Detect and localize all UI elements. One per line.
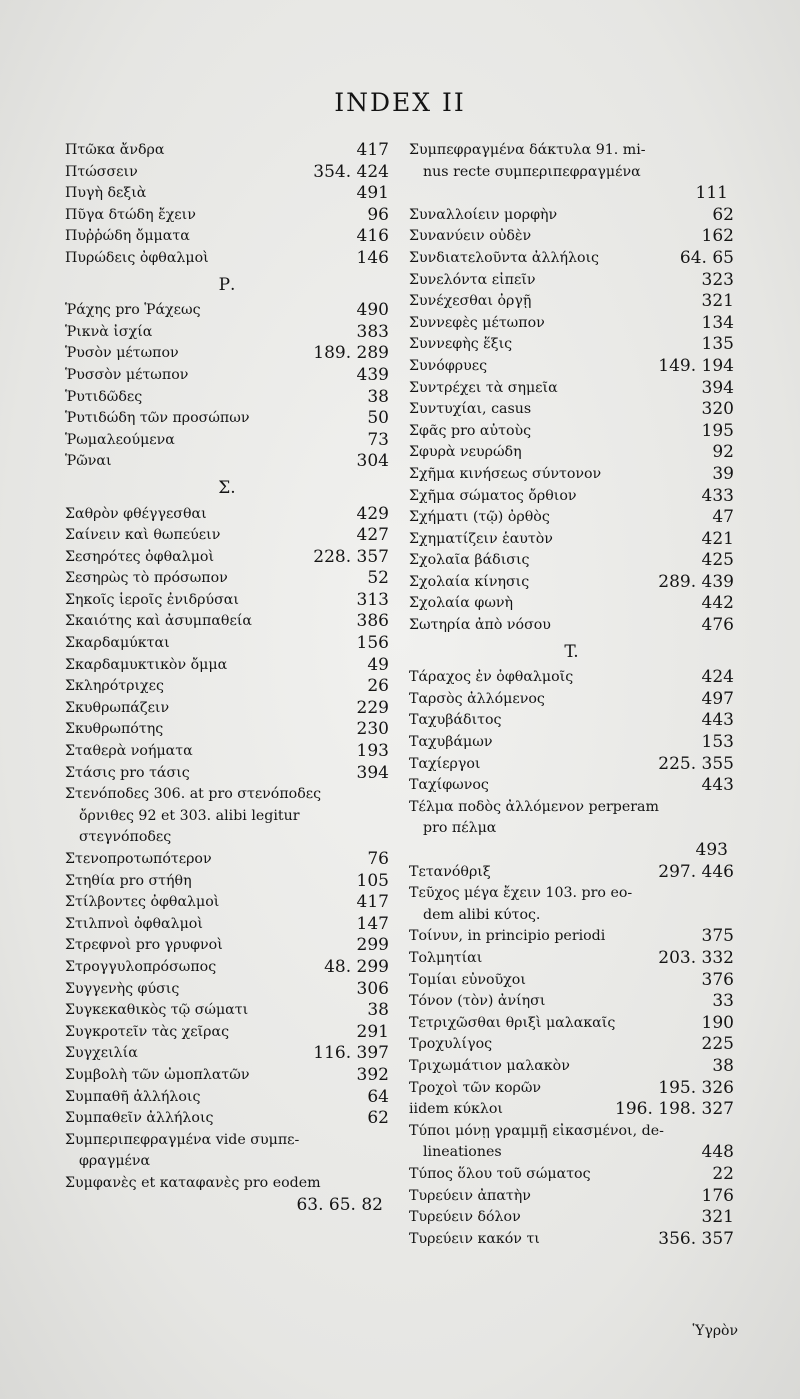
entry-term: Σκυθρωπάζειν [65, 699, 170, 716]
index-entry [65, 525, 389, 547]
entry-term: Τυρεύειν ἀπατὴν [409, 1187, 531, 1204]
index-entry [409, 572, 734, 594]
entry-pages: 417 [356, 892, 389, 913]
entry-pages: 427 [356, 525, 389, 546]
entry-pages: 134 [701, 312, 734, 333]
entry-pages: 228. 357 [313, 546, 389, 567]
index-entry [65, 547, 389, 569]
entry-term: Σηκοῖς ἱεροῖς ἐνιδρύσαι [65, 591, 239, 608]
entry-term: Τέλμα ποδὸς ἀλλόμενον perperam [409, 798, 659, 815]
index-entry [65, 140, 389, 162]
entry-term: Συννεφὴς ἕξις [409, 336, 513, 353]
entry-term: Ταρσὸς ἀλλόμενος [409, 690, 545, 707]
index-entry [409, 710, 734, 732]
entry-pages: 22 [712, 1163, 734, 1184]
index-entry [65, 1022, 389, 1044]
index-entry [65, 1130, 389, 1173]
entry-pages: 195 [701, 420, 734, 441]
entry-pages: 417 [356, 140, 389, 160]
entry-pages: 64 [367, 1086, 389, 1107]
index-entry [65, 365, 389, 387]
index-entry [65, 248, 389, 270]
entry-pages: 354. 424 [313, 161, 389, 182]
index-entry [409, 1013, 734, 1035]
entry-term: Στίλβοντες ὀφθαλμοὶ [65, 894, 220, 911]
entry-term: Συνελόντα εἰπεῖν [409, 271, 536, 288]
index-entry [65, 655, 389, 677]
entry-term: Σαίνειν καὶ θωπεύειν [65, 527, 221, 544]
entry-term: Σκαρδαμύκται [65, 635, 170, 652]
index-entry [409, 593, 734, 615]
index-entry [65, 849, 389, 871]
entry-pages: 383 [356, 321, 389, 342]
entry-term: Στάσις pro τάσις [65, 764, 190, 781]
letter-heading: Σ. [218, 477, 236, 498]
entry-term: Σχολαία κίνησις [409, 573, 530, 590]
entry-pages: 225. 355 [658, 753, 734, 774]
entry-pages: 189. 289 [313, 343, 389, 364]
entry-pages: 96 [367, 204, 389, 225]
entry-term: Ταχίφωνος [409, 777, 489, 794]
entry-term: Συγκροτεῖν τὰς χεῖρας [65, 1023, 230, 1040]
entry-term: Στρεφνοὶ pro γρυφνοὶ [65, 937, 223, 954]
entry-pages: 306 [356, 978, 389, 999]
entry-term: Σεσηρὼς τὸ πρόσωπον [65, 570, 228, 587]
entry-pages: 323 [701, 269, 734, 290]
index-entry [65, 590, 389, 612]
entry-pages: 196. 198. 327 [615, 1099, 734, 1120]
index-entry [409, 615, 734, 637]
entry-term: Τετανόθριξ [409, 863, 491, 880]
entry-term: Στενοπροτωπότερον [65, 851, 212, 867]
entry-pages: 442 [701, 593, 734, 614]
index-entry [409, 421, 734, 443]
index-entry [65, 719, 389, 741]
entry-term: Σωτηρία ἀπὸ νόσου [409, 617, 551, 634]
entry-term: Συμβολὴ τῶν ὠμοπλατῶν [65, 1066, 250, 1083]
index-entry [409, 991, 734, 1013]
entry-pages: 476 [701, 615, 734, 636]
index-entry [65, 430, 389, 452]
entry-pages: 76 [367, 849, 389, 869]
index-entry [65, 698, 389, 720]
index-entry [409, 797, 734, 840]
index-entry [409, 140, 734, 183]
index-entry [409, 732, 734, 754]
index-entry [409, 378, 734, 400]
index-entry [65, 205, 389, 227]
entry-term: Συμφανὲς et καταφανὲς pro eodem [65, 1174, 321, 1191]
entry-term: Σφυρὰ νευρώδη [409, 444, 522, 461]
entry-pages: 289. 439 [658, 571, 734, 592]
entry-term: Σχῆμα κινήσεως σύντονον [409, 465, 602, 482]
entry-pages: 48. 299 [324, 956, 389, 977]
entry-pages: 176 [701, 1185, 734, 1206]
entry-term: Τύποι μόνῃ γραμμῇ εἰκασμένοι, de- [409, 1122, 664, 1139]
entry-term: Στηθία pro στήθη [65, 872, 192, 889]
catchword: Ὑγρὸν [692, 1323, 738, 1339]
index-entry [65, 935, 389, 957]
entry-term: Τοίνυν, in principio periodi [409, 928, 606, 945]
entry-term: Σεσηρότες ὀφθαλμοὶ [65, 548, 215, 565]
entry-pages: 64. 65 [679, 247, 734, 268]
index-entry [65, 1087, 389, 1109]
index-column-right [409, 140, 734, 1250]
entry-pages: 429 [356, 503, 389, 524]
entry-term: Ταχυβάμων [409, 734, 493, 751]
index-entry [409, 334, 734, 356]
entry-pages: 497 [701, 688, 734, 709]
index-entry [65, 322, 389, 344]
entry-term: Τάραχος ἐν ὀφθαλμοῖς [409, 669, 574, 686]
entry-term: Ῥάχης pro Ῥάχεως [65, 302, 201, 319]
entry-pages: 225 [701, 1034, 734, 1055]
entry-term: Συντρέχει τὰ σημεῖα [409, 379, 558, 396]
index-entry [65, 568, 389, 590]
index-entry [409, 486, 734, 508]
entry-term: Σκυθρωπότης [65, 721, 164, 738]
entry-pages: 386 [356, 611, 389, 632]
entry-term: Πυῤῥώδη ὄμματα [65, 228, 190, 245]
page-title: INDEX II [334, 88, 466, 117]
entry-term: Συμπεφραγμένα δάκτυλα 91. mi- [409, 142, 646, 158]
index-entry [65, 162, 389, 184]
entry-term: Συγγενὴς φύσις [65, 980, 180, 997]
entry-term: Συμπεριπεφραγμένα vide συμπε- [65, 1131, 300, 1148]
entry-term: Συγχειλία [65, 1045, 138, 1062]
index-entry [65, 892, 389, 914]
entry-term: Συνανύειν οὐδὲν [409, 228, 532, 245]
entry-term: Τεῦχος μέγα ἔχειν 103. pro eo- [409, 885, 633, 902]
index-entry [65, 979, 389, 1001]
index-entry [409, 291, 734, 313]
entry-term: Στενόποδες 306. at pro στενόποδες [65, 786, 322, 803]
entry-pages: 448 [701, 1142, 734, 1163]
entry-term: Συναλλοίειν μορφὴν [409, 206, 558, 223]
entry-page-refs: 111 [695, 183, 728, 204]
entry-pages: 320 [701, 399, 734, 420]
letter-heading: Ρ. [218, 274, 236, 295]
index-entry [409, 1186, 734, 1208]
entry-pages: 50 [367, 408, 389, 429]
entry-pages: 443 [701, 775, 734, 796]
entry-term: Τετριχῶσθαι θριξὶ μαλακαῖς [409, 1014, 616, 1031]
entry-pages: 443 [701, 710, 734, 731]
entry-pages: 39 [712, 463, 734, 484]
entry-pages: 162 [701, 226, 734, 247]
index-entry [65, 611, 389, 633]
index-entry [65, 343, 389, 365]
entry-term: Σκαρδαμυκτικὸν ὄμμα [65, 656, 228, 673]
index-entry [65, 451, 389, 473]
index-entry [65, 300, 389, 322]
index-entry [409, 1207, 734, 1229]
entry-pages: 424 [701, 667, 734, 688]
entry-pages: 26 [367, 676, 389, 697]
entry-continuation: lineationes 448 [423, 1142, 734, 1163]
index-entry [65, 1043, 389, 1065]
index-entry [65, 741, 389, 763]
entry-pages: 105 [356, 870, 389, 891]
entry-pages: 297. 446 [658, 861, 734, 882]
entry-pages: 394 [701, 377, 734, 398]
entry-term: Ῥυτιδῶδες [65, 388, 143, 405]
entry-pages: 439 [356, 364, 389, 385]
entry-pages: 116. 397 [313, 1043, 389, 1064]
index-entry [65, 676, 389, 698]
entry-pages: 491 [356, 183, 389, 204]
entry-pages: 153 [701, 732, 734, 753]
index-entry [65, 1173, 389, 1195]
entry-pages: 203. 332 [658, 947, 734, 968]
entry-pages: 313 [356, 589, 389, 610]
entry-term: Τόνον (τὸν) ἀνίησι [409, 993, 546, 1010]
entry-pages: 49 [367, 654, 389, 675]
entry-term: Ῥῶναι [65, 453, 112, 470]
entry-term: Πυρώδεις ὀφθαλμοὶ [65, 249, 209, 266]
entry-term: Ῥυτιδώδη τῶν προσώπων [65, 410, 250, 427]
index-entry [65, 408, 389, 430]
index-entry [409, 507, 734, 529]
index-entry [65, 183, 389, 205]
entry-pages: 416 [356, 226, 389, 247]
entry-term: Τροχυλίγος [409, 1036, 493, 1053]
entry-pages: 425 [701, 550, 734, 571]
entry-page-refs: 493 [695, 840, 728, 860]
index-entry [65, 784, 389, 849]
entry-term: Συντυχίαι, casus [409, 401, 532, 418]
entry-pages: 392 [356, 1064, 389, 1085]
index-entry [65, 387, 389, 409]
index-entry [409, 226, 734, 248]
index-entry [65, 1065, 389, 1087]
entry-pages: 33 [712, 991, 734, 1012]
index-entry [409, 1034, 734, 1056]
index-entry [409, 862, 734, 884]
entry-pages: 421 [701, 528, 734, 549]
entry-page-refs: 63. 65. 82 [296, 1194, 383, 1215]
entry-term: Ῥωμαλεούμενα [65, 431, 175, 448]
index-entry [409, 442, 734, 464]
index-column-left [65, 140, 389, 1216]
entry-term: Ῥυσσὸν μέτωπον [65, 366, 189, 383]
index-entry [65, 633, 389, 655]
entry-pages: 299 [356, 935, 389, 956]
index-entry [65, 504, 389, 526]
index-entry [409, 1229, 734, 1251]
entry-term: Τομίαι εὐνοῦχοι [409, 971, 526, 988]
index-entry [65, 226, 389, 248]
entry-pages: 38 [367, 1000, 389, 1021]
index-entry [409, 1164, 734, 1186]
entry-term: Τροχοὶ τῶν κορῶν [409, 1079, 542, 1096]
entry-term: Τύπος ὅλου τοῦ σώματος [409, 1165, 591, 1182]
entry-pages: 304 [356, 451, 389, 472]
entry-term: Σχολαῖα βάδισις [409, 552, 530, 569]
entry-term: Σκληρότριχες [65, 678, 164, 695]
index-entry [409, 1121, 734, 1164]
entry-term: Σχηματίζειν ἑαυτὸν [409, 530, 553, 547]
entry-pages: 47 [712, 507, 734, 528]
entry-term: Ταχίεργοι [409, 755, 481, 772]
entry-pages: 433 [701, 485, 734, 506]
entry-term: iidem κύκλοι [409, 1101, 503, 1118]
entry-term: Σταθερὰ νοήματα [65, 743, 193, 760]
entry-continuation: φραγμένα [79, 1153, 151, 1170]
entry-term: Συννεφὲς μέτωπον [409, 314, 545, 331]
entry-pages: 38 [367, 386, 389, 407]
entry-pages: 193 [356, 741, 389, 762]
entry-pages: 52 [367, 568, 389, 589]
entry-term: Πτῶκα ἄνδρα [65, 142, 165, 158]
entry-pages: 147 [356, 913, 389, 934]
index-entry [65, 871, 389, 893]
index-entry [409, 667, 734, 689]
entry-pages: 291 [356, 1021, 389, 1042]
index-entry [65, 763, 389, 785]
entry-term: Σχολαία φωνὴ [409, 595, 514, 612]
index-entry [409, 948, 734, 970]
entry-term: Τυρεύειν δόλον [409, 1209, 521, 1226]
entry-term: Σαθρὸν φθέγγεσθαι [65, 505, 207, 522]
index-entry [409, 270, 734, 292]
entry-pages: 190 [701, 1012, 734, 1033]
index-entry [409, 529, 734, 551]
entry-pages: 156 [356, 633, 389, 654]
entry-continuation: dem alibi κύτος. [423, 906, 541, 923]
index-entry [409, 883, 734, 926]
entry-pages: 490 [356, 300, 389, 321]
entry-pages: 62 [367, 1108, 389, 1129]
entry-pages: 229 [356, 697, 389, 718]
index-entry [65, 1000, 389, 1022]
entry-term: Συμπαθῆ ἀλλήλοις [65, 1088, 201, 1105]
entry-pages: 146 [356, 247, 389, 268]
entry-term: Συνόφρυες [409, 357, 488, 374]
entry-term: Σχῆμα σώματος ὄρθιον [409, 487, 577, 504]
index-entry [409, 970, 734, 992]
entry-term: Σκαιότης καὶ ἀσυμπαθεία [65, 613, 252, 630]
entry-term: Συνέχεσθαι ὀργῇ [409, 293, 532, 310]
entry-pages: 230 [356, 719, 389, 740]
entry-pages: 135 [701, 334, 734, 355]
entry-term: Σχήματι (τῷ) ὀρθὸς [409, 509, 550, 526]
entry-term: Συμπαθεῖν ἀλλήλοις [65, 1110, 214, 1127]
entry-term: Πυγὴ δεξιὰ [65, 185, 147, 202]
index-entry [409, 464, 734, 486]
entry-term: Ῥυσὸν μέτωπον [65, 345, 179, 362]
entry-pages: 376 [701, 969, 734, 990]
entry-term: Σφᾶς pro αὐτοὺς [409, 422, 532, 439]
entry-term: Συνδιατελοῦντα ἀλλήλοις [409, 249, 599, 266]
entry-term: Συγκεκαθικὸς τῷ σώματι [65, 1002, 249, 1019]
entry-pages: 38 [712, 1055, 734, 1076]
entry-continuation: pro πέλμα [423, 820, 497, 837]
entry-term: Τολμητίαι [409, 949, 483, 966]
entry-term: Ῥικνὰ ἰσχία [65, 323, 153, 340]
entry-continuation: στεγνόποδες [79, 829, 172, 846]
entry-term: Πῦγα δτώδη ἔχειν [65, 206, 196, 223]
entry-term: Τυρεύειν κακόν τι [409, 1230, 540, 1247]
entry-term: Στρογγυλοπρόσωπος [65, 958, 217, 975]
entry-continuation: nus recte συμπεριπεφραγμένα [423, 163, 641, 180]
index-entry [409, 356, 734, 378]
index-entry [409, 205, 734, 227]
entry-pages: 149. 194 [658, 355, 734, 376]
entry-term: Στιλπνοὶ ὀφθαλμοὶ [65, 915, 203, 932]
entry-pages: 394 [356, 762, 389, 783]
index-entry [409, 926, 734, 948]
entry-pages: 375 [701, 926, 734, 947]
index-entry [409, 399, 734, 421]
index-entry [409, 1099, 734, 1121]
entry-term: Ταχυβάδιτος [409, 712, 502, 729]
entry-term: Πτώσσειν [65, 163, 138, 180]
index-entry [409, 689, 734, 711]
index-entry [65, 914, 389, 936]
index-entry [409, 775, 734, 797]
entry-term: Τριχωμάτιον μαλακὸν [409, 1057, 570, 1074]
index-entry [409, 1056, 734, 1078]
entry-pages: 321 [701, 291, 734, 312]
index-entry [65, 1108, 389, 1130]
entry-pages: 92 [712, 442, 734, 463]
index-entry [65, 957, 389, 979]
entry-pages: 73 [367, 429, 389, 450]
entry-pages: 195. 326 [658, 1077, 734, 1098]
letter-heading: T. [564, 641, 579, 662]
entry-pages: 321 [701, 1207, 734, 1228]
index-entry [409, 550, 734, 572]
index-entry [409, 313, 734, 335]
index-entry [409, 248, 734, 270]
entry-continuation: ὄρνιθες 92 et 303. alibi legitur [79, 807, 300, 824]
index-entry [409, 754, 734, 776]
entry-pages: 62 [712, 204, 734, 225]
index-entry [409, 1078, 734, 1100]
entry-pages: 356. 357 [658, 1228, 734, 1249]
